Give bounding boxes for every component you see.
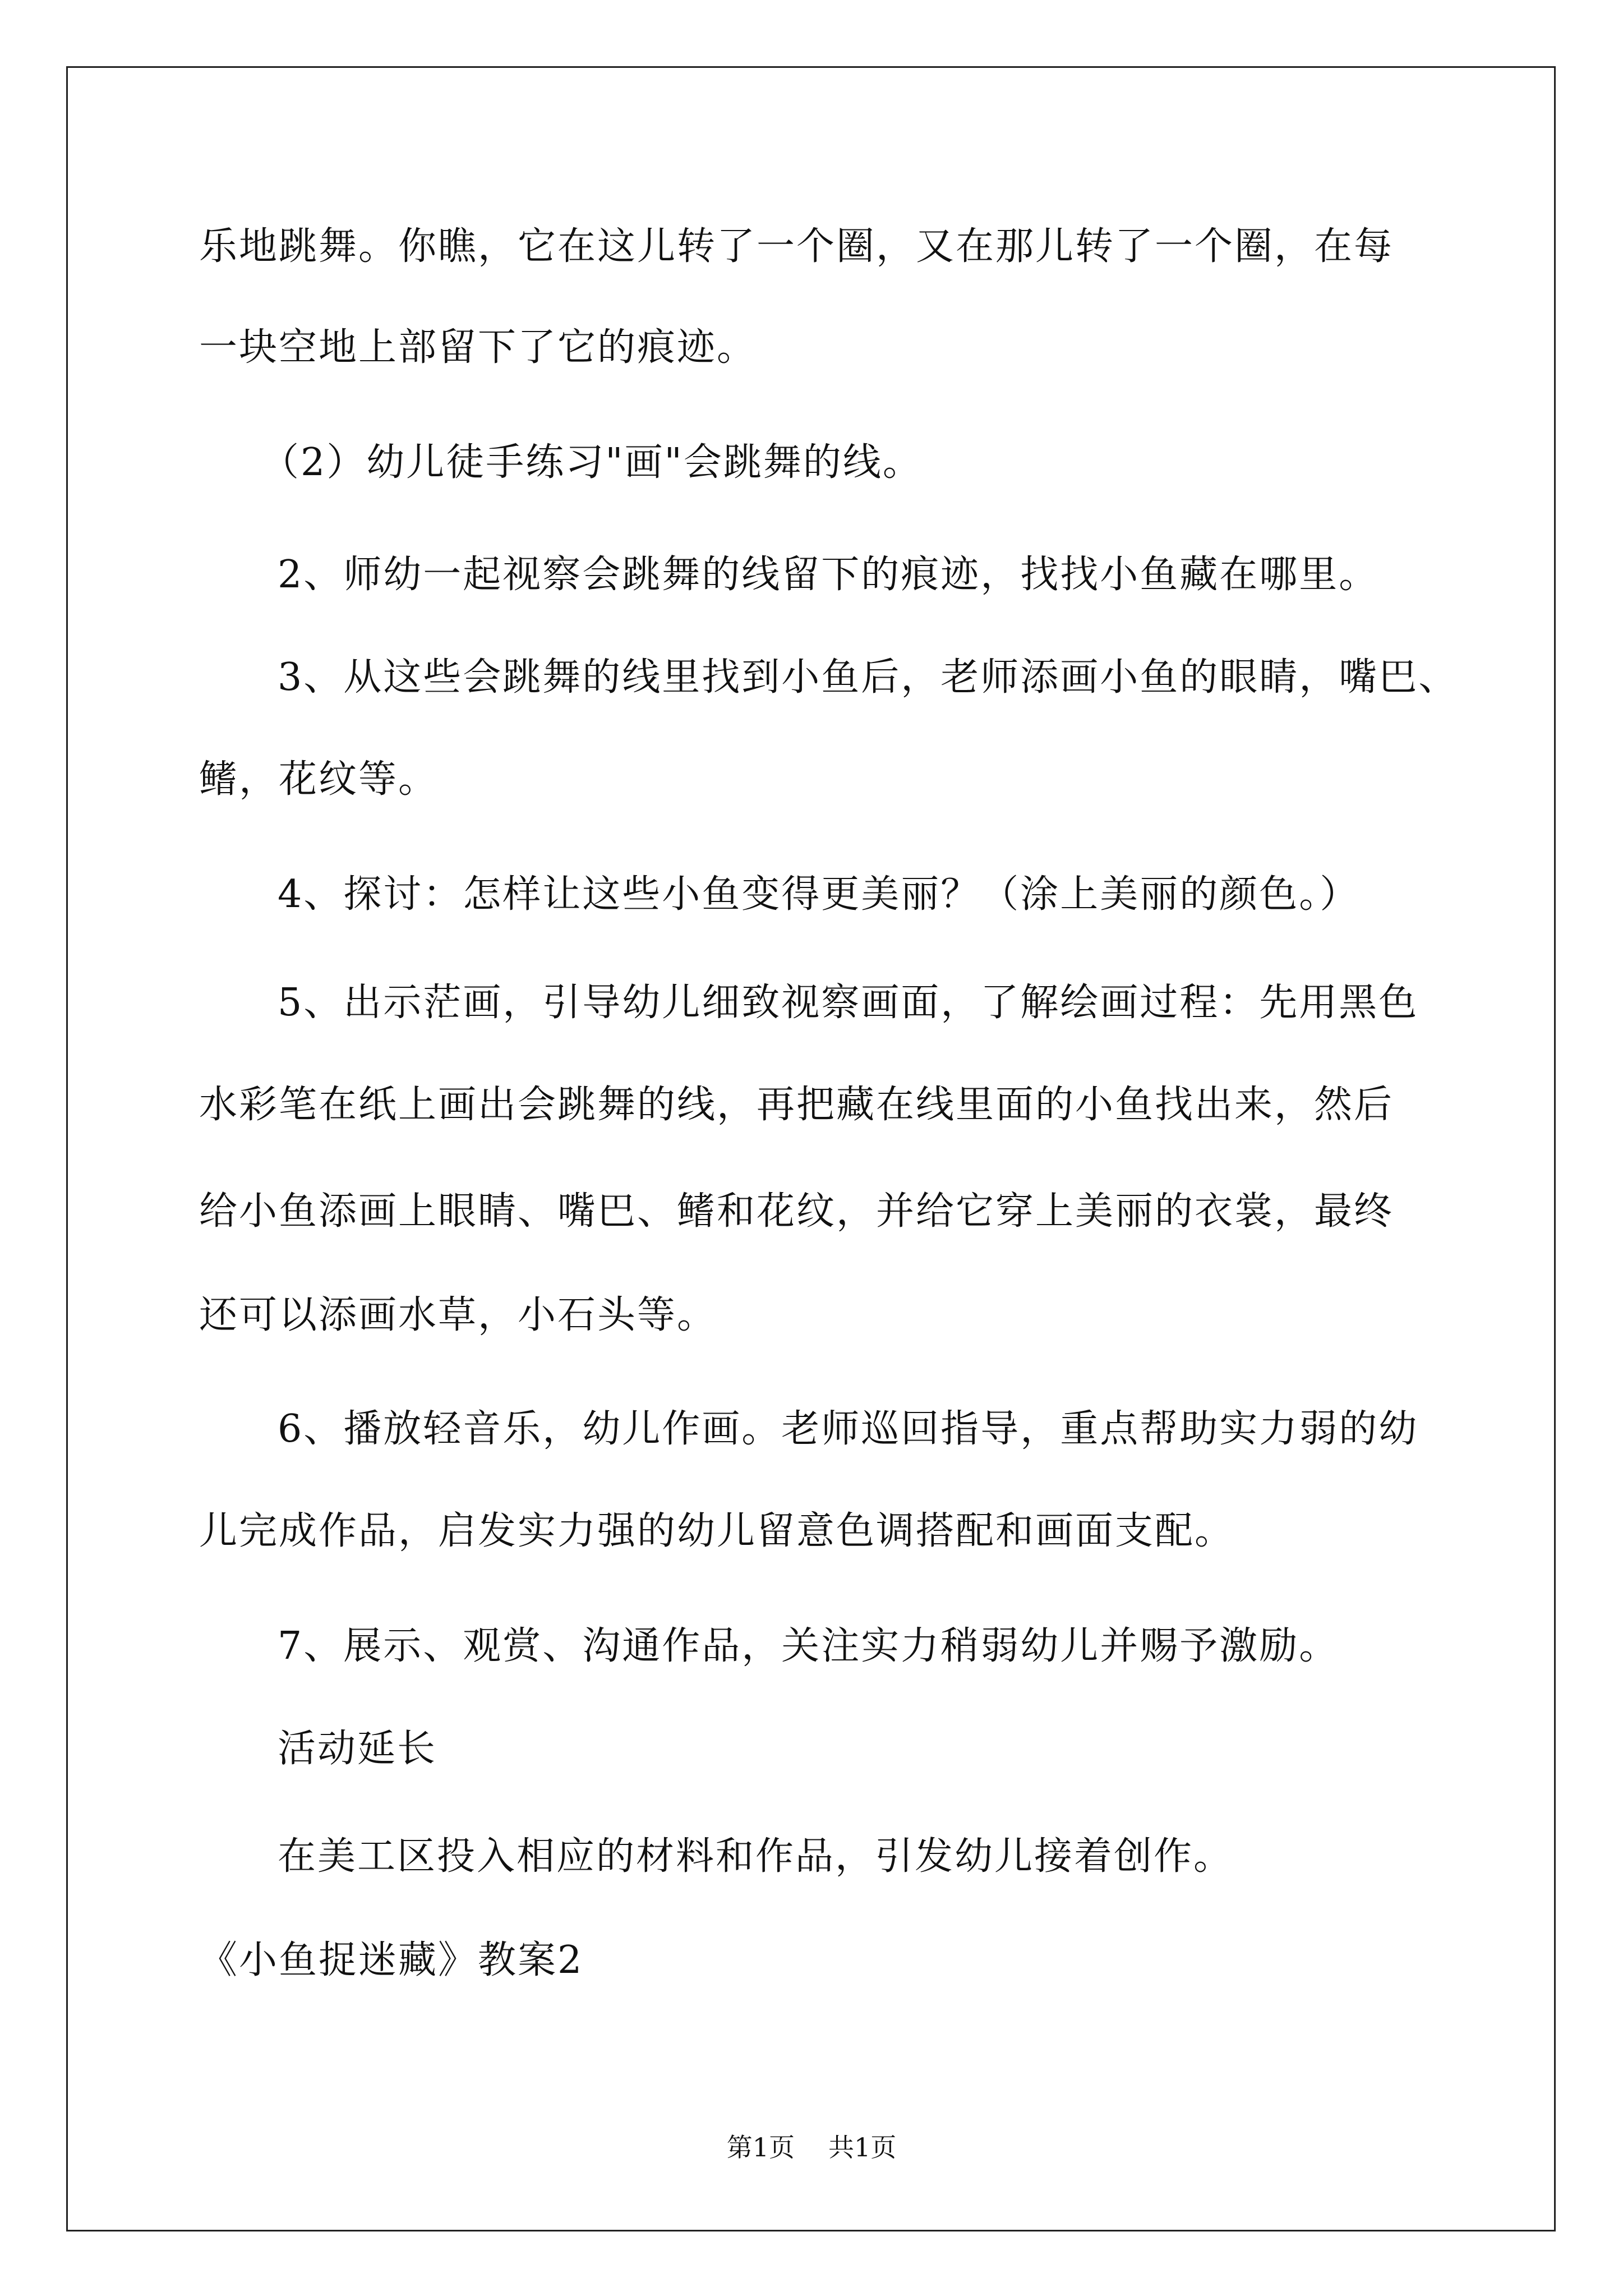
text-line: 2、师幼一起视察会跳舞的线留下的痕迹，找找小鱼藏在哪里。 xyxy=(278,553,1379,597)
page-number: 第1页 xyxy=(726,2132,795,2162)
text-line: 5、出示茫画，引导幼儿细致视察画面，了解绘画过程：先用黑色 xyxy=(278,981,1419,1025)
text-line: （2）幼儿徒手练习"画"会跳舞的线。 xyxy=(261,440,923,485)
text-line: 7、展示、观赏、沟通作品，关注实力稍弱幼儿并赐予激励。 xyxy=(278,1624,1339,1668)
document-title: 《小鱼捉迷藏》教案2 xyxy=(199,1938,584,1982)
page-footer xyxy=(0,2132,1623,2163)
section-heading: 活动延长 xyxy=(278,1727,437,1771)
text-line: 6、播放轻音乐，幼儿作画。老师巡回指导，重点帮助实力弱的幼 xyxy=(278,1407,1419,1451)
text-line: 4、探讨：怎样让这些小鱼变得更美丽？（涂上美丽的颜色。） xyxy=(278,872,1360,917)
text-line: 鳍，花纹等。 xyxy=(199,757,439,802)
text-line: 还可以添画水草，小石头等。 xyxy=(199,1293,717,1337)
text-line: 在美工区投入相应的材料和作品，引发幼儿接着创作。 xyxy=(278,1834,1234,1879)
text-line: 水彩笔在纸上画出会跳舞的线，再把藏在线里面的小鱼找出来，然后 xyxy=(199,1083,1394,1127)
text-line: 3、从这些会跳舞的线里找到小鱼后，老师添画小鱼的眼睛，嘴巴、 xyxy=(278,655,1459,700)
page-total: 共1页 xyxy=(828,2132,897,2162)
text-line: 乐地跳舞。你瞧，它在这儿转了一个圈，又在那儿转了一个圈，在每 xyxy=(199,224,1394,269)
text-line: 给小鱼添画上眼睛、嘴巴、鳍和花纹，并给它穿上美丽的衣裳，最终 xyxy=(199,1189,1394,1234)
page-border xyxy=(66,66,1556,2231)
text-line: 一块空地上部留下了它的痕迹。 xyxy=(199,325,757,370)
text-line: 儿完成作品，启发实力强的幼儿留意色调搭配和画面支配。 xyxy=(199,1509,1235,1553)
